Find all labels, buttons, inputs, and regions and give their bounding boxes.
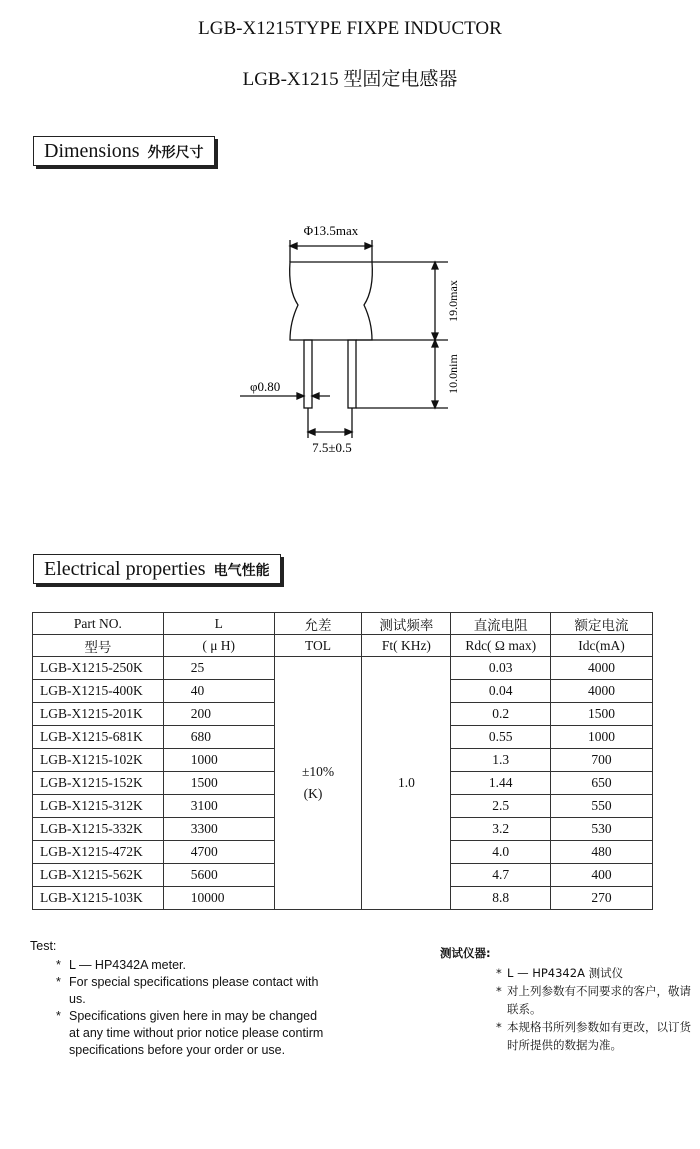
note-item-cn: * L — HP4342A 测试仪 [496, 964, 700, 982]
header-tol-en: TOL [274, 635, 362, 657]
test-notes-heading-cn: 测试仪器: [440, 946, 491, 960]
header-freq-en: Ft( KHz) [362, 635, 451, 657]
inductance-cell: 10000 [163, 887, 274, 910]
right-lead [348, 340, 356, 408]
idc-cell: 700 [551, 749, 653, 772]
dimensions-heading-en: Dimensions [44, 140, 140, 162]
rdc-cell: 0.55 [451, 726, 551, 749]
tolerance-value: ±10% [301, 764, 335, 779]
document-title-cn: LGB-X1215 型固定电感器 [242, 69, 458, 90]
part-number-cell: LGB-X1215-152K [33, 772, 164, 795]
part-number-cell: LGB-X1215-312K [33, 795, 164, 818]
lead-length-label: 10.0nim [446, 354, 460, 394]
part-number-cell: LGB-X1215-400K [33, 680, 164, 703]
part-number-cell: LGB-X1215-102K [33, 749, 164, 772]
note-item: * For special specifications please contact with us. [56, 974, 330, 1008]
idc-cell: 400 [551, 864, 653, 887]
dimensions-heading-cn: 外形尺寸 [147, 145, 204, 161]
tolerance-cell [274, 657, 362, 910]
electrical-properties-table [32, 612, 653, 910]
test-notes-cn [440, 944, 700, 1054]
idc-cell: 270 [551, 887, 653, 910]
inductance-cell: 4700 [163, 841, 274, 864]
header-part: Part NO. [33, 613, 164, 635]
header-rdc-cn: 直流电阻 [451, 613, 551, 635]
header-row-2 [33, 635, 653, 657]
test-frequency-cell: 1.0 [362, 657, 451, 910]
part-number-cell: LGB-X1215-201K [33, 703, 164, 726]
note-item: * L — HP4342A meter. [56, 957, 330, 974]
note-item-cn: * 本规格书所列参数如有更改，以订货时所提供的数据为准。 [496, 1018, 700, 1054]
idc-cell: 530 [551, 818, 653, 841]
idc-cell: 650 [551, 772, 653, 795]
part-number-cell: LGB-X1215-103K [33, 887, 164, 910]
note-item-cn: * 对上列参数有不同要求的客户，敬请联系。 [496, 982, 700, 1018]
header-l-unit: ( μ H) [163, 635, 274, 657]
rdc-cell: 0.04 [451, 680, 551, 703]
inductor-body [290, 262, 373, 340]
idc-cell: 550 [551, 795, 653, 818]
inductor-dimension-drawing [230, 210, 480, 460]
rdc-cell: 0.03 [451, 657, 551, 680]
header-idc-cn: 额定电流 [551, 613, 653, 635]
table-row [33, 657, 653, 680]
electrical-heading-en: Electrical properties [44, 558, 206, 580]
header-row-1 [33, 613, 653, 635]
dimensions-heading [33, 136, 215, 166]
diameter-label: Φ13.5max [303, 223, 359, 238]
rdc-cell: 4.0 [451, 841, 551, 864]
inductance-cell: 3300 [163, 818, 274, 841]
note-item: * Specifications given here in may be changed at any time without prior notice please contirm specifications before your order or use. [56, 1008, 330, 1059]
electrical-heading [33, 554, 281, 584]
inductance-cell: 1500 [163, 772, 274, 795]
header-tol-cn: 允差 [274, 613, 362, 635]
inductance-cell: 5600 [163, 864, 274, 887]
tolerance-code: (K) [303, 786, 323, 801]
part-number-cell: LGB-X1215-681K [33, 726, 164, 749]
part-number-cell: LGB-X1215-472K [33, 841, 164, 864]
idc-cell: 480 [551, 841, 653, 864]
idc-cell: 4000 [551, 680, 653, 703]
part-number-cell: LGB-X1215-250K [33, 657, 164, 680]
header-idc-en: Idc(mA) [551, 635, 653, 657]
rdc-cell: 0.2 [451, 703, 551, 726]
inductance-cell: 3100 [163, 795, 274, 818]
rdc-cell: 1.3 [451, 749, 551, 772]
inductance-cell: 25 [163, 657, 274, 680]
test-notes-heading: Test: [30, 939, 57, 953]
left-lead [304, 340, 312, 408]
rdc-cell: 8.8 [451, 887, 551, 910]
inductance-cell: 40 [163, 680, 274, 703]
part-number-cell: LGB-X1215-332K [33, 818, 164, 841]
header-part-cn: 型号 [33, 635, 164, 657]
inductance-cell: 200 [163, 703, 274, 726]
rdc-cell: 4.7 [451, 864, 551, 887]
height-label: 19.0max [446, 280, 460, 322]
inductance-cell: 680 [163, 726, 274, 749]
rdc-cell: 3.2 [451, 818, 551, 841]
header-l: L [163, 613, 274, 635]
lead-diameter-label: φ0.80 [250, 379, 281, 394]
part-number-cell: LGB-X1215-562K [33, 864, 164, 887]
idc-cell: 4000 [551, 657, 653, 680]
header-freq-cn: 测试频率 [362, 613, 451, 635]
header-rdc-en: Rdc( Ω max) [451, 635, 551, 657]
inductance-cell: 1000 [163, 749, 274, 772]
document-title-en: LGB-X1215TYPE FIXPE INDUCTOR [198, 18, 502, 39]
pitch-label: 7.5±0.5 [312, 440, 352, 455]
idc-cell: 1500 [551, 703, 653, 726]
idc-cell: 1000 [551, 726, 653, 749]
test-notes-en [30, 938, 330, 1059]
rdc-cell: 1.44 [451, 772, 551, 795]
rdc-cell: 2.5 [451, 795, 551, 818]
electrical-heading-cn: 电气性能 [213, 563, 270, 579]
